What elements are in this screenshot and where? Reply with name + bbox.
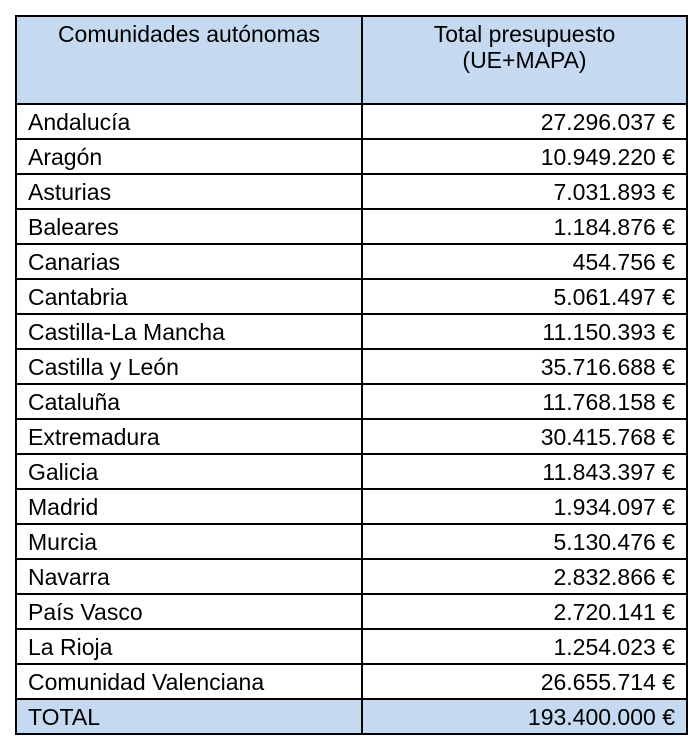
total-row xyxy=(16,699,687,734)
amount-cell: 2.832.866 € xyxy=(362,559,687,594)
header-region-label: Comunidades autónomas xyxy=(57,21,321,47)
amount-cell: 26.655.714 € xyxy=(362,664,687,699)
amount-cell: 11.150.393 € xyxy=(362,314,687,349)
table-row xyxy=(16,174,687,209)
amount-cell: 27.296.037 € xyxy=(362,104,687,139)
region-cell: Navarra xyxy=(16,559,362,594)
amount-cell: 35.716.688 € xyxy=(362,349,687,384)
amount-cell: 30.415.768 € xyxy=(362,419,687,454)
region-cell: Castilla-La Mancha xyxy=(16,314,362,349)
amount-cell: 10.949.220 € xyxy=(362,139,687,174)
region-cell: Cataluña xyxy=(16,384,362,419)
table-row xyxy=(16,139,687,174)
amount-cell: 1.934.097 € xyxy=(362,489,687,524)
region-cell: La Rioja xyxy=(16,629,362,664)
amount-cell: 5.061.497 € xyxy=(362,279,687,314)
amount-cell: 1.184.876 € xyxy=(362,209,687,244)
table-row xyxy=(16,209,687,244)
table-row xyxy=(16,244,687,279)
total-label: TOTAL xyxy=(16,699,362,734)
table-row xyxy=(16,594,687,629)
amount-cell: 11.768.158 € xyxy=(362,384,687,419)
header-row xyxy=(16,16,687,104)
table-row xyxy=(16,279,687,314)
table-row xyxy=(16,384,687,419)
amount-cell: 5.130.476 € xyxy=(362,524,687,559)
header-budget-line2: (UE+MAPA) xyxy=(462,47,587,73)
region-cell: Extremadura xyxy=(16,419,362,454)
region-cell: Canarias xyxy=(16,244,362,279)
header-budget xyxy=(362,16,687,104)
region-cell: Comunidad Valenciana xyxy=(16,664,362,699)
amount-cell: 2.720.141 € xyxy=(362,594,687,629)
region-cell: Asturias xyxy=(16,174,362,209)
region-cell: Castilla y León xyxy=(16,349,362,384)
table-row xyxy=(16,524,687,559)
region-cell: Murcia xyxy=(16,524,362,559)
table-row xyxy=(16,629,687,664)
region-cell: Madrid xyxy=(16,489,362,524)
amount-cell: 11.843.397 € xyxy=(362,454,687,489)
header-budget-line1: Total presupuesto xyxy=(433,21,616,47)
budget-table xyxy=(15,15,688,735)
table-row xyxy=(16,104,687,139)
table-row xyxy=(16,349,687,384)
table-row xyxy=(16,664,687,699)
table-row xyxy=(16,419,687,454)
region-cell: Baleares xyxy=(16,209,362,244)
table-row xyxy=(16,559,687,594)
table-row xyxy=(16,489,687,524)
region-cell: Aragón xyxy=(16,139,362,174)
table-row xyxy=(16,454,687,489)
total-amount: 193.400.000 € xyxy=(362,699,687,734)
amount-cell: 1.254.023 € xyxy=(362,629,687,664)
region-cell: Andalucía xyxy=(16,104,362,139)
amount-cell: 7.031.893 € xyxy=(362,174,687,209)
region-cell: Galicia xyxy=(16,454,362,489)
region-cell: País Vasco xyxy=(16,594,362,629)
table-row xyxy=(16,314,687,349)
region-cell: Cantabria xyxy=(16,279,362,314)
amount-cell: 454.756 € xyxy=(362,244,687,279)
header-region xyxy=(16,16,362,104)
